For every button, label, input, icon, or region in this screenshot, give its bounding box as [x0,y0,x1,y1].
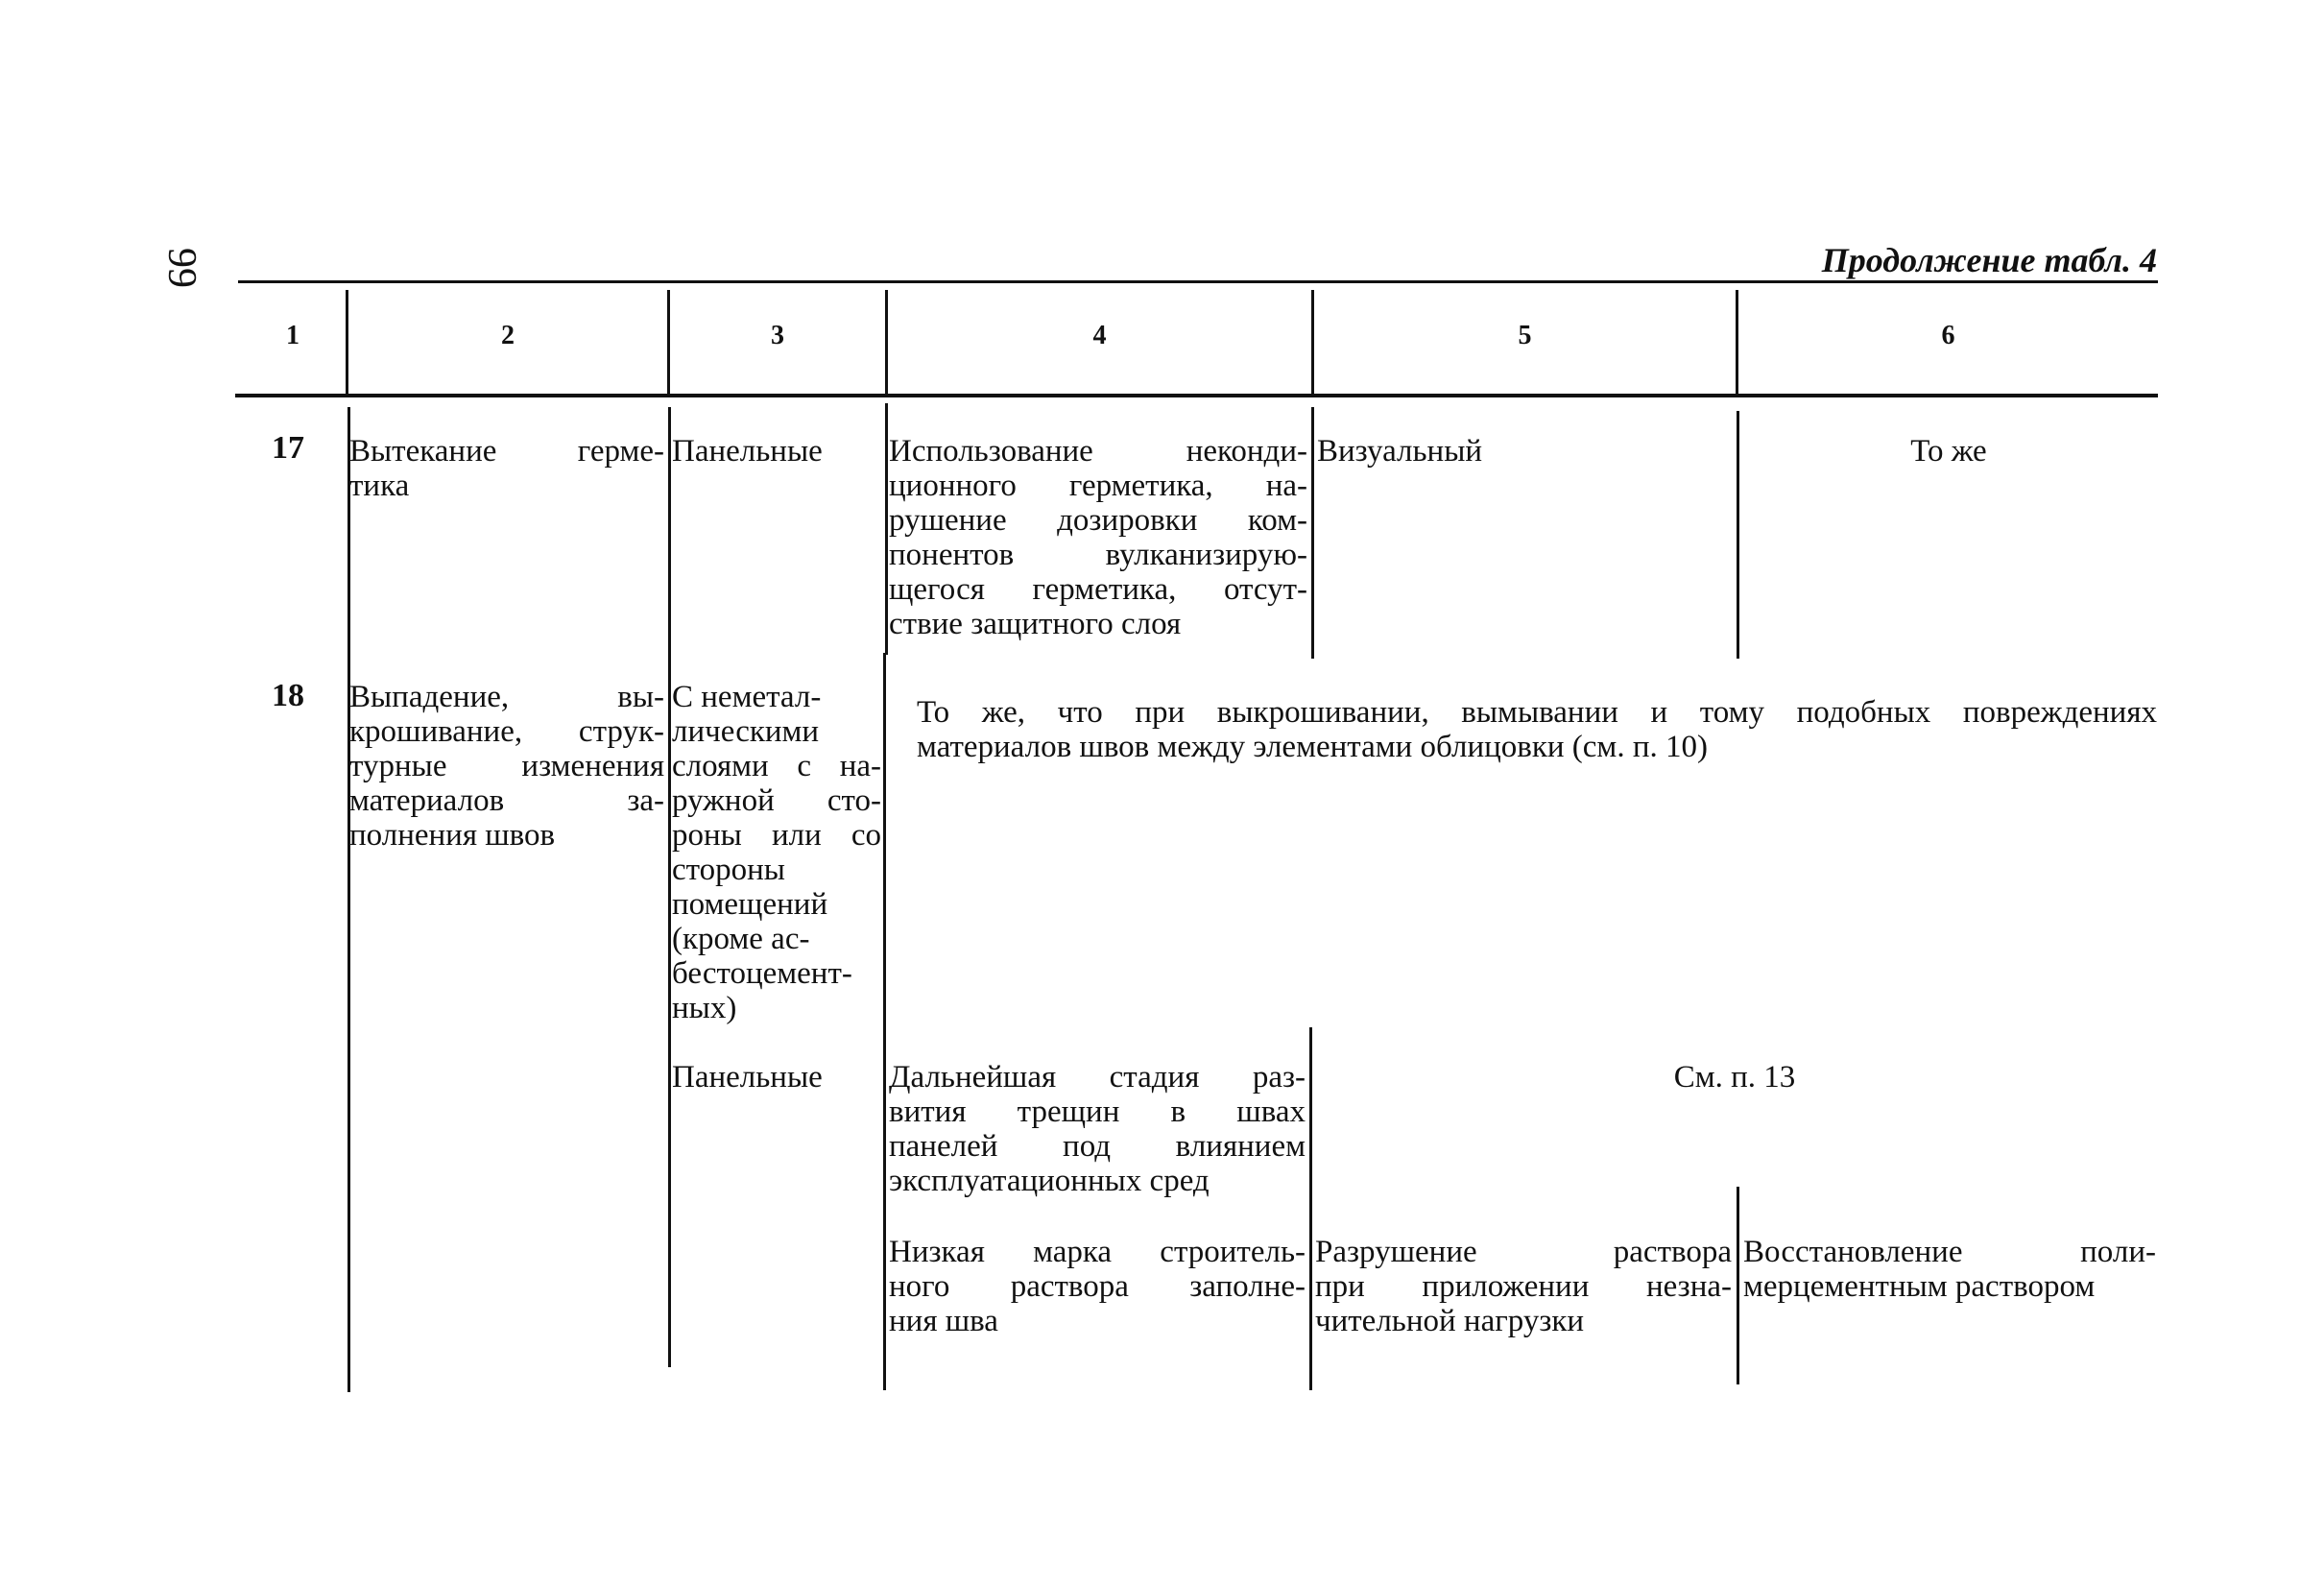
row-17-structure [672,434,883,469]
header-col-6: 6 [1941,321,1955,350]
text-line: С неметал- [672,680,822,714]
text-line: ния шва [889,1304,998,1338]
text-line: ного раствора заполне- [889,1269,1306,1304]
col-divider-3-4-row17 [885,403,888,655]
text-line: Вытекание герме- [349,434,664,469]
text-line: бестоцемент- [672,956,852,991]
text-line: при приложении незна- [1315,1269,1732,1304]
row-17-remedy: То же [1910,434,1987,469]
text-line: Дальнейшая стадия раз- [889,1060,1306,1095]
row-18-structure-panel [672,1060,881,1095]
row-17-cause [889,434,1307,641]
header-col-3: 3 [771,321,784,350]
text-line: ствие защитного слоя [889,607,1182,641]
text-line: чительной нагрузки [1315,1304,1585,1338]
text-line: ционного герметика, на- [889,469,1307,503]
text-line: То же, что при выкрошивании, вымывании и тому подобных повреждениях [917,695,2157,730]
text-line: материалов за- [349,783,664,818]
text-line: мерцементным раствором [1743,1269,2096,1304]
text-line: понентов вулканизирую- [889,538,1307,572]
row-18-cause-mortar [889,1235,1306,1338]
text-line: слоями с на- [672,749,881,783]
table-continuation-caption: Продолжение табл. 4 [1821,241,2157,279]
text-line: роны или со [672,818,881,853]
text-line: Низкая марка строитель- [889,1235,1306,1269]
col-divider-3-4-row18 [883,653,886,1390]
row-17-detection [1317,434,1730,469]
header-bottom-rule [235,394,2158,397]
row-18-see-item-13: См. п. 13 [1673,1060,1796,1095]
row-18-number: 18 [272,678,304,713]
row-18-same-as-note [917,695,2157,764]
text-line: Восстановление поли- [1743,1235,2156,1269]
row-17-number: 17 [272,430,304,466]
table-top-rule [238,280,2158,283]
text-line: лическими [672,714,820,749]
col-divider-4-5-row18 [1309,1027,1312,1390]
text-line: щегося герметика, отсут- [889,572,1307,607]
text-line: турные изменения [349,749,664,783]
header-col-5: 5 [1518,321,1532,350]
text-line: ружной сто- [672,783,881,818]
text-line: стороны [672,853,785,887]
text-line: панелей под влиянием [889,1129,1306,1164]
text-line: крошивание, струк- [349,714,664,749]
text-line: материалов швов между элементами облицовки (см. п. 10) [917,730,1708,764]
header-col-4: 4 [1092,321,1107,350]
text-line: вития трещин в швах [889,1095,1306,1129]
text-line: (кроме ас- [672,922,810,956]
text-line: полнения швов [349,818,556,853]
text-line: ных) [672,991,737,1025]
row-18-remedy-mortar [1743,1235,2156,1304]
col-divider-1-2 [347,407,350,1392]
text-line: тика [349,469,410,503]
header-col-1: 1 [286,321,299,350]
header-col-2: 2 [501,321,515,350]
row-18-detection-mortar [1315,1235,1732,1338]
text-line: Визуальный [1317,434,1483,469]
row-18-defect [349,680,664,853]
row-18-structure-nonmetal [672,680,881,1025]
text-line: Панельные [672,1060,823,1095]
text-line: Разрушение раствора [1315,1235,1732,1269]
row-18-cause-cracks [889,1060,1306,1198]
text-line: Выпадение, вы- [349,680,664,714]
text-line: рушение дозировки ком- [889,503,1307,538]
text-line: эксплуатационных сред [889,1164,1210,1198]
page-number: 99 [159,248,204,288]
text-line: Панельные [672,434,823,469]
col-divider-4-5-row17 [1311,407,1314,659]
col-divider-2-3 [668,407,671,1367]
text-line: помещений [672,887,828,922]
col-divider-5-6-row18 [1737,1187,1739,1384]
row-17-defect [349,434,664,503]
text-line: Использование неконди- [889,434,1307,469]
col-divider-5-6-row17 [1737,411,1739,659]
